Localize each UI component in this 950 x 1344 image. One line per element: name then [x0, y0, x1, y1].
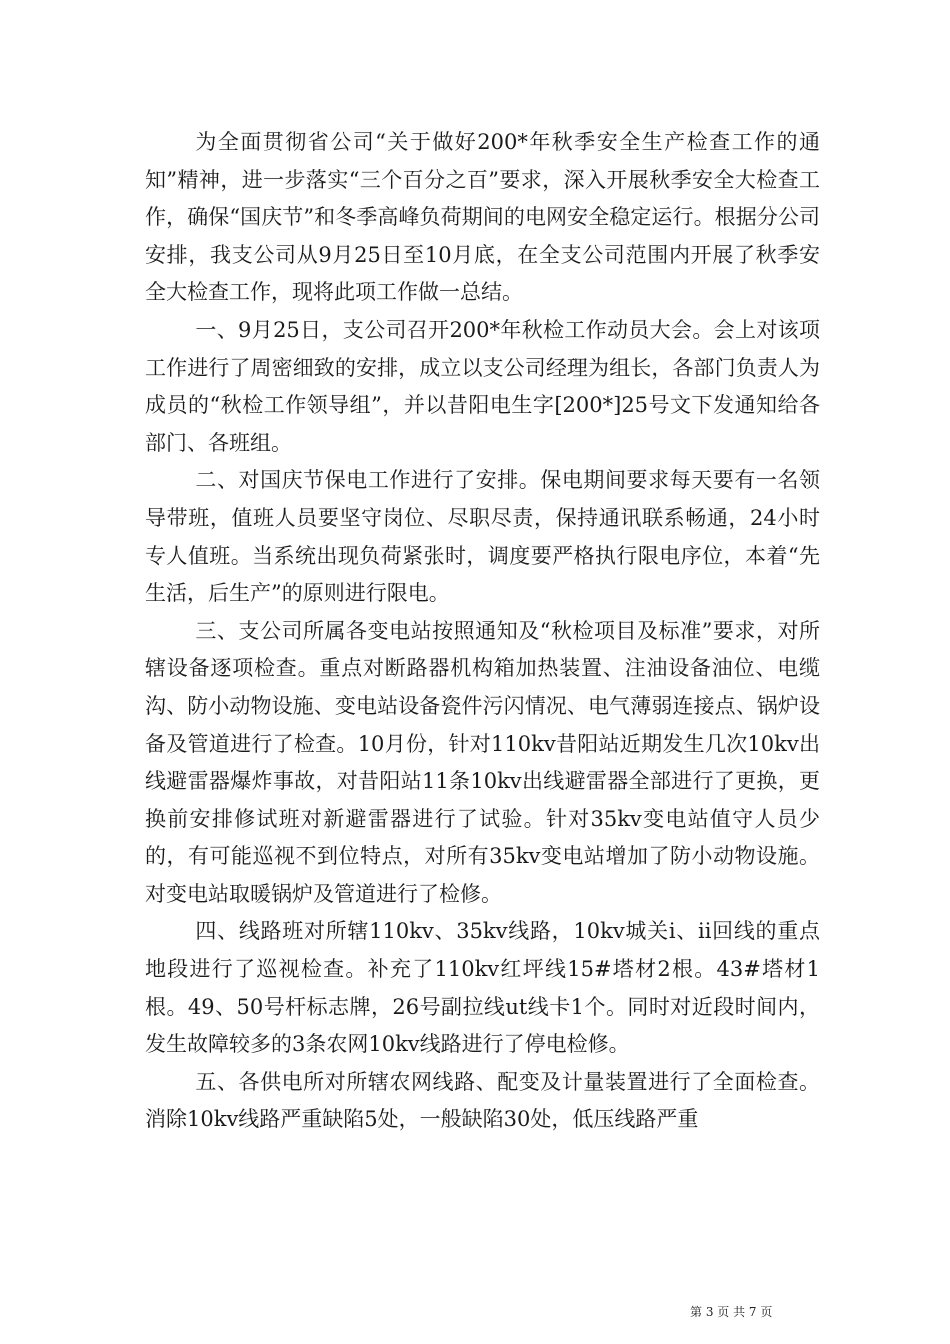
paragraph-item-3: 三、支公司所属各变电站按照通知及“秋检项目及标准”要求，对所辖设备逐项检查。重点对断路器机构箱加热装置、注油设备油位、电缆沟、防小动物设施、变电站设备瓷件污闪情况、电气薄弱连接点、锅炉设备及管道进行了检查。10月份，针对110kv昔阳站近期发生几次10kv出线避雷器爆炸事故，对昔阳站11条10kv出线避雷器全部进行了更换，更换前安排修试班对新避雷器进行了试验。针对35kv变电站值守人员少的，有可能巡视不到位特点，对所有35kv变电站增加了防小动物设施。对变电站取暖锅炉及管道进行了检修。 — [145, 618, 820, 906]
page-number-footer: 第 3 页 共 7 页 — [690, 1305, 773, 1319]
paragraph-item-5: 五、各供电所对所辖农网线路、配变及计量装置进行了全面检查。消除10kv线路严重缺陷5处，一般缺陷30处，低压线路严重 — [145, 1069, 820, 1132]
paragraph-item-4: 四、线路班对所辖110kv、35kv线路，10kv城关i、ii回线的重点地段进行了巡视检查。补充了110kv红坪线15#塔材2根。43#塔材1根。49、50号杆标志牌，26号副拉线ut线卡1个。同时对近段时间内，发生故障较多的3条农网10kv线路进行了停电检修。 — [145, 919, 820, 1057]
document-body — [145, 124, 820, 1139]
paragraph-intro: 为全面贯彻省公司“关于做好200*年秋季安全生产检查工作的通知”精神，进一步落实“三个百分之百”要求，深入开展秋季安全大检查工作，确保“国庆节”和冬季高峰负荷期间的电网安全稳定运行。根据分公司安排，我支公司从9月25日至10月底，在全支公司范围内开展了秋季安全大检查工作，现将此项工作做一总结。 — [145, 130, 820, 305]
paragraph-item-1: 一、9月25日，支公司召开200*年秋检工作动员大会。会上对该项工作进行了周密细致的安排，成立以支公司经理为组长，各部门负责人为成员的“秋检工作领导组”，并以昔阳电生字[200*]25号文下发通知给各部门、各班组。 — [145, 317, 820, 455]
paragraph-item-2: 二、对国庆节保电工作进行了安排。保电期间要求每天要有一名领导带班，值班人员要坚守岗位、尽职尽责，保持通讯联系畅通，24小时专人值班。当系统出现负荷紧张时，调度要严格执行限电序位，本着“先生活，后生产”的原则进行限电。 — [145, 468, 820, 606]
